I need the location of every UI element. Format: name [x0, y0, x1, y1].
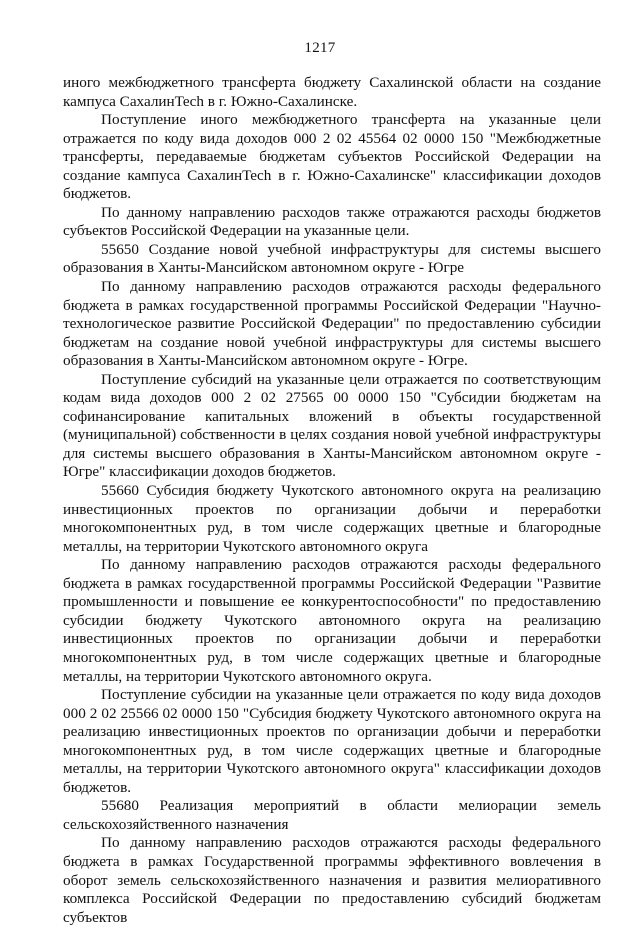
section-heading-55680: 55680 Реализация мероприятий в области мелиорации земель сельскохозяйственного назначения	[63, 797, 601, 833]
paragraph-continuation: иного межбюджетного трансферта бюджету Сахалинской области на создание кампуса СахалинTech в г. Южно-Сахалинске.	[63, 74, 601, 110]
paragraph-income-code-55650: Поступление субсидий на указанные цели отражается по соответствующим кодам вида доходов 000 2 02 27565 00 0000 150 "Субсидии бюджетам на софинансирование капитальных вложений в объекты государственной (муниципальной) собственности в целях создания новой учебной инфраструктуры для системы высшего образования в Ханты-Мансийском автономном округе - Югре" классификации доходов бюджетов.	[63, 370, 601, 481]
paragraph-federal-expenses-55660: По данному направлению расходов отражаются расходы федерального бюджета в рамках государственной программы Российской Федерации "Развитие промышленности и повышение ее конкурентоспособности" по предоставлению субсидии бюджету Чукотского автономного округа на реализацию инвестиционных проектов по организации добычи и переработки многокомпонентных руд, в том числе содержащих цветные и благородные металлы, на территории Чукотского автономного округа.	[63, 556, 601, 685]
paragraph-income-code-55660: Поступление субсидии на указанные цели отражается по коду вида доходов 000 2 02 25566 02 0000 150 "Субсидия бюджету Чукотского автономного округа на реализацию инвестиционных проектов по организации добычи и переработки многокомпонентных руд, в том числе содержащих цветные и благородные металлы, на территории Чукотского автономного округа" классификации доходов бюджетов.	[63, 686, 601, 796]
section-heading-55650: 55650 Создание новой учебной инфраструктуры для системы высшего образования в Ханты-Мансийском автономном округе - Югре	[63, 240, 601, 277]
page-number: 1217	[304, 40, 336, 56]
section-heading-55660: 55660 Субсидия бюджету Чукотского автономного округа на реализацию инвестиционных проектов по организации добычи и переработки многокомпонентных руд, в том числе содержащих цветные и благородные металлы, на территории Чукотского автономного округа	[63, 482, 601, 555]
paragraph-regional-expenses: По данному направлению расходов также отражаются расходы бюджетов субъектов Российской Федерации на указанные цели.	[63, 203, 601, 240]
paragraph-federal-expenses-55650: По данному направлению расходов отражаются расходы федерального бюджета в рамках государственной программы Российской Федерации "Научно-технологическое развитие Российской Федерации" по предоставлению субсидии бюджетам на создание новой учебной инфраструктуры для системы высшего образования в Ханты-Мансийском автономном округе - Югре.	[63, 278, 601, 370]
paragraph-federal-expenses-55680: По данному направлению расходов отражаются расходы федерального бюджета в рамках Государственной программы эффективного вовлечения в оборот земель сельскохозяйственного назначения и развития мелиоративного комплекса Российской Федерации по предоставлению субсидий бюджетам субъектов	[63, 834, 601, 926]
paragraph-income-code-sakhalin: Поступление иного межбюджетного трансферта на указанные цели отражается по коду вида доходов 000 2 02 45564 02 0000 150 "Межбюджетные трансферты, передаваемые бюджетам субъектов Российской Федерации на создание кампуса СахалинTech в г. Южно-Сахалинске" классификации доходов бюджетов.	[63, 111, 601, 203]
document-body	[63, 74, 601, 927]
